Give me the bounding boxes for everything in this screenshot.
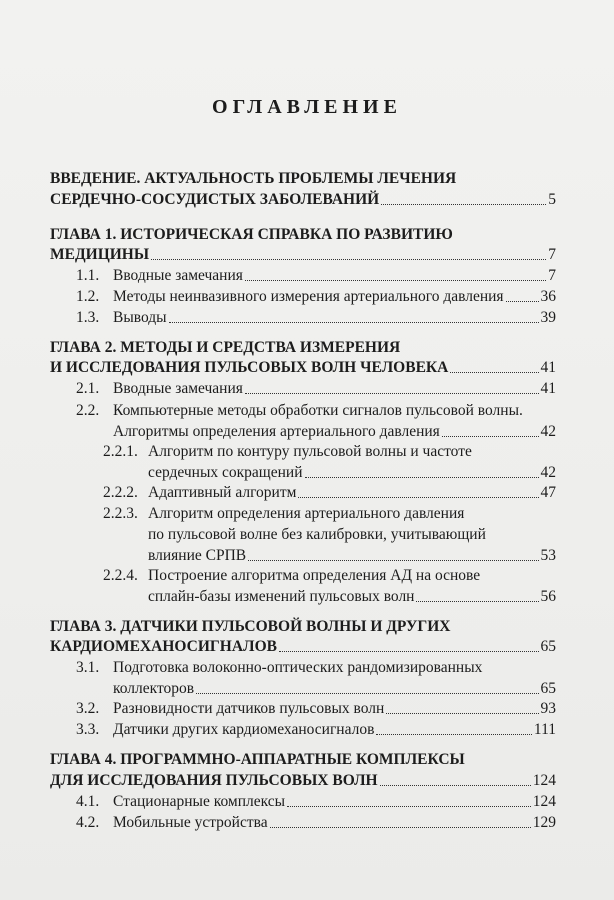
- toc-intro-line2: СЕРДЕЧНО-СОСУДИСТЫХ ЗАБОЛЕВАНИЙ: [50, 191, 380, 208]
- section-leader: [113, 378, 556, 399]
- dot-leader: [270, 827, 531, 828]
- toc-page-number: 42: [540, 423, 556, 440]
- section-number: 2.2.2.: [103, 484, 138, 501]
- section-title: Выводы: [113, 309, 167, 326]
- dot-leader: [506, 301, 539, 302]
- dot-leader: [381, 204, 546, 205]
- section-title: Разновидности датчиков пульсовых волн: [113, 700, 385, 717]
- section-number: 2.2.1.: [103, 443, 138, 460]
- section-leader: [148, 482, 556, 503]
- toc-chapter-1-leader: [50, 244, 556, 265]
- toc-chapter-3-line2: КАРДИОМЕХАНОСИГНАЛОВ: [50, 638, 277, 655]
- toc-page-number: 65: [540, 680, 556, 697]
- section-leader: [148, 545, 556, 566]
- section-title-line2: сплайн-базы изменений пульсовых волн: [148, 588, 415, 605]
- section-title: Стационарные комплексы: [113, 793, 286, 810]
- section-number: 2.1.: [76, 380, 100, 397]
- section-title-line1: Построение алгоритма определения АД на основе: [148, 567, 481, 584]
- toc-intro-leader: [50, 189, 556, 210]
- dot-leader: [450, 372, 538, 373]
- dot-leader: [287, 806, 531, 807]
- section-number: 1.3.: [76, 309, 100, 326]
- section-leader: [113, 678, 556, 699]
- toc-page-number: 56: [540, 588, 556, 605]
- section-title: Вводные замечания: [113, 267, 243, 284]
- toc-page-number: 93: [540, 700, 556, 717]
- dot-leader: [245, 393, 539, 394]
- section-title-line2: коллекторов: [113, 680, 195, 697]
- toc-page-number: 5: [548, 191, 556, 208]
- toc-chapter-2-line1: ГЛАВА 2. МЕТОДЫ И СРЕДСТВА ИЗМЕРЕНИЯ: [50, 339, 401, 356]
- toc-page-number: 111: [533, 721, 556, 738]
- toc-page-number: 36: [540, 288, 556, 305]
- dot-leader: [298, 497, 538, 498]
- dot-leader: [376, 734, 531, 735]
- section-leader: [113, 812, 556, 833]
- toc-chapter-3-line1: ГЛАВА 3. ДАТЧИКИ ПУЛЬСОВОЙ ВОЛНЫ И ДРУГИХ: [50, 618, 451, 635]
- dot-leader: [196, 693, 538, 694]
- section-title-line1: Компьютерные методы обработки сигналов пульсовой волны.: [113, 402, 523, 419]
- toc-page-number: 129: [532, 814, 556, 831]
- dot-leader: [248, 560, 538, 561]
- section-number: 2.2.3.: [103, 505, 138, 522]
- section-title: Датчики других кардиомеханосигналов: [113, 721, 375, 738]
- section-title: Вводные замечания: [113, 380, 243, 397]
- section-leader: [113, 286, 556, 307]
- section-title-line3: влияние СРПВ: [148, 547, 247, 564]
- dot-leader: [245, 280, 546, 281]
- toc-page-number: 47: [540, 484, 556, 501]
- section-number: 2.2.: [76, 402, 100, 419]
- dot-leader: [279, 651, 539, 652]
- section-title-line1: Алгоритм определения артериального давления: [148, 505, 465, 522]
- section-leader: [113, 719, 556, 740]
- toc-chapter-2-line2: И ИССЛЕДОВАНИЯ ПУЛЬСОВЫХ ВОЛН ЧЕЛОВЕКА: [50, 359, 449, 376]
- section-leader: [113, 265, 556, 286]
- section-number: 2.2.4.: [103, 567, 138, 584]
- section-number: 1.1.: [76, 267, 100, 284]
- section-number: 3.2.: [76, 700, 100, 717]
- section-leader: [148, 462, 556, 483]
- toc-chapter-1-line2: МЕДИЦИНЫ: [50, 246, 150, 263]
- section-leader: [148, 586, 556, 607]
- section-title-line1: Подготовка волоконно-оптических рандомизированных: [113, 659, 483, 676]
- section-leader: [113, 791, 556, 812]
- dot-leader: [169, 322, 539, 323]
- dot-leader: [305, 477, 539, 478]
- toc-page-number: 41: [540, 380, 556, 397]
- toc-chapter-2-leader: [50, 357, 556, 378]
- section-number: 3.1.: [76, 659, 100, 676]
- toc-page-number: 124: [532, 772, 556, 789]
- dot-leader: [380, 785, 531, 786]
- dot-leader: [386, 713, 538, 714]
- section-number: 4.2.: [76, 814, 100, 831]
- toc-page-number: 124: [532, 793, 556, 810]
- toc-page-number: 39: [540, 309, 556, 326]
- toc-intro-line1: ВВЕДЕНИЕ. АКТУАЛЬНОСТЬ ПРОБЛЕМЫ ЛЕЧЕНИЯ: [50, 170, 457, 187]
- page-title: ОГЛАВЛЕНИЕ: [212, 96, 402, 118]
- toc-page-number: 41: [540, 359, 556, 376]
- section-title-line2: сердечных сокращений: [148, 464, 303, 481]
- toc-chapter-4-line1: ГЛАВА 4. ПРОГРАММНО-АППАРАТНЫЕ КОМПЛЕКСЫ: [50, 751, 465, 768]
- toc-chapter-3-leader: [50, 636, 556, 657]
- section-title: Мобильные устройства: [113, 814, 268, 831]
- section-leader: [113, 421, 556, 442]
- toc-page-number: 42: [540, 464, 556, 481]
- section-number: 4.1.: [76, 793, 100, 810]
- section-title-line2: по пульсовой волне без калибровки, учитывающий: [148, 526, 486, 543]
- dot-leader: [151, 259, 546, 260]
- toc-chapter-4-line2: ДЛЯ ИССЛЕДОВАНИЯ ПУЛЬСОВЫХ ВОЛН: [50, 772, 378, 789]
- toc-page-number: 7: [548, 267, 556, 284]
- section-number: 1.2.: [76, 288, 100, 305]
- section-leader: [113, 698, 556, 719]
- section-title-line1: Алгоритм по контуру пульсовой волны и частоте: [148, 443, 472, 460]
- toc-chapter-4-leader: [50, 770, 556, 791]
- toc-chapter-1-line1: ГЛАВА 1. ИСТОРИЧЕСКАЯ СПРАВКА ПО РАЗВИТИЮ: [50, 226, 453, 243]
- section-title: Методы неинвазивного измерения артериального давления: [113, 288, 504, 305]
- dot-leader: [416, 601, 538, 602]
- toc-page-number: 7: [548, 246, 556, 263]
- section-number: 3.3.: [76, 721, 100, 738]
- toc-page-number: 53: [540, 547, 556, 564]
- section-title: Адаптивный алгоритм: [148, 484, 297, 501]
- section-title-line2: Алгоритмы определения артериального давления: [113, 423, 440, 440]
- toc-page-number: 65: [540, 638, 556, 655]
- section-leader: [113, 307, 556, 328]
- dot-leader: [442, 436, 539, 437]
